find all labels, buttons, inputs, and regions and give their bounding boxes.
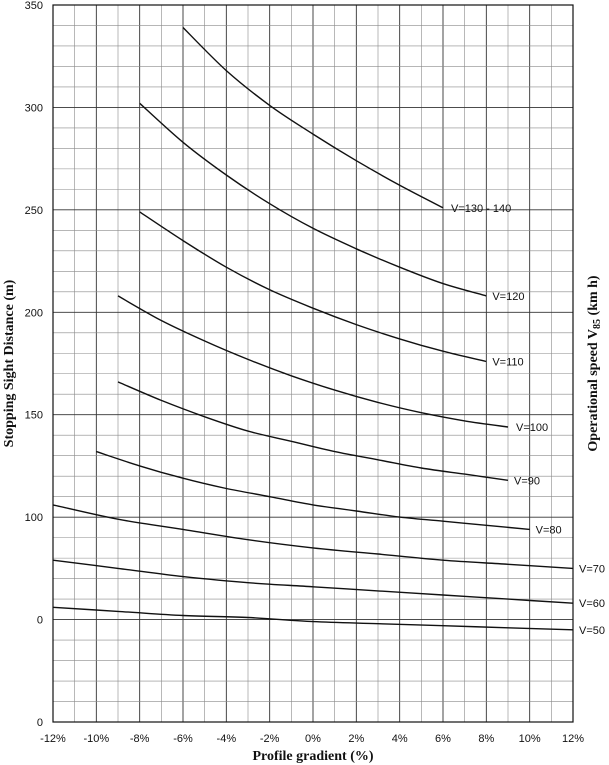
x-tick-label: 12% — [561, 733, 585, 745]
series-labels — [451, 203, 605, 637]
y-axis-title: Stopping Sight Distance (m) — [2, 279, 17, 448]
y-tick-label: 100 — [24, 512, 43, 525]
x-tick-label: -10% — [83, 733, 110, 745]
series-label: V=70 — [579, 563, 605, 576]
y-tick-label: 0 — [36, 614, 43, 627]
x-tick-label: 2% — [348, 733, 365, 745]
x-tick-label: 0% — [305, 733, 321, 745]
y-tick-label: 0 — [36, 717, 43, 729]
series-label: V=60 — [579, 598, 605, 611]
series-label: V=50 — [579, 624, 605, 637]
y-tick-label: 200 — [24, 307, 43, 320]
right-axis-title — [586, 275, 603, 452]
series-label: V=100 — [516, 422, 549, 435]
series-label: V=110 — [492, 356, 524, 369]
y-tick-label: 300 — [24, 102, 43, 115]
series-label: V=130 - 140 — [451, 202, 512, 215]
series-label: V=90 — [514, 475, 540, 488]
x-tick-labels — [40, 733, 584, 745]
x-tick-label: 4% — [391, 733, 408, 745]
series-label: V=120 — [492, 290, 525, 303]
y-tick-labels — [25, 0, 43, 729]
right-axis-title-unit: (km h) — [586, 275, 601, 319]
x-tick-label: 10% — [518, 733, 541, 745]
x-tick-label: 6% — [435, 733, 451, 745]
x-axis-title: Profile gradient (%) — [252, 749, 374, 764]
x-tick-label: -6% — [173, 733, 193, 745]
x-tick-label: -4% — [216, 733, 237, 745]
x-tick-label: -8% — [129, 733, 150, 745]
x-tick-label: -2% — [259, 733, 280, 745]
x-tick-label: 8% — [478, 733, 495, 745]
right-axis-title-sub: 85 — [592, 318, 603, 329]
y-tick-label: 250 — [24, 204, 43, 217]
x-tick-label: -12% — [40, 733, 66, 745]
y-tick-label: 350 — [24, 0, 43, 12]
right-axis-title-main: Operational speed V — [586, 328, 601, 452]
y-tick-label: 150 — [24, 409, 43, 422]
series-label: V=80 — [535, 524, 562, 537]
